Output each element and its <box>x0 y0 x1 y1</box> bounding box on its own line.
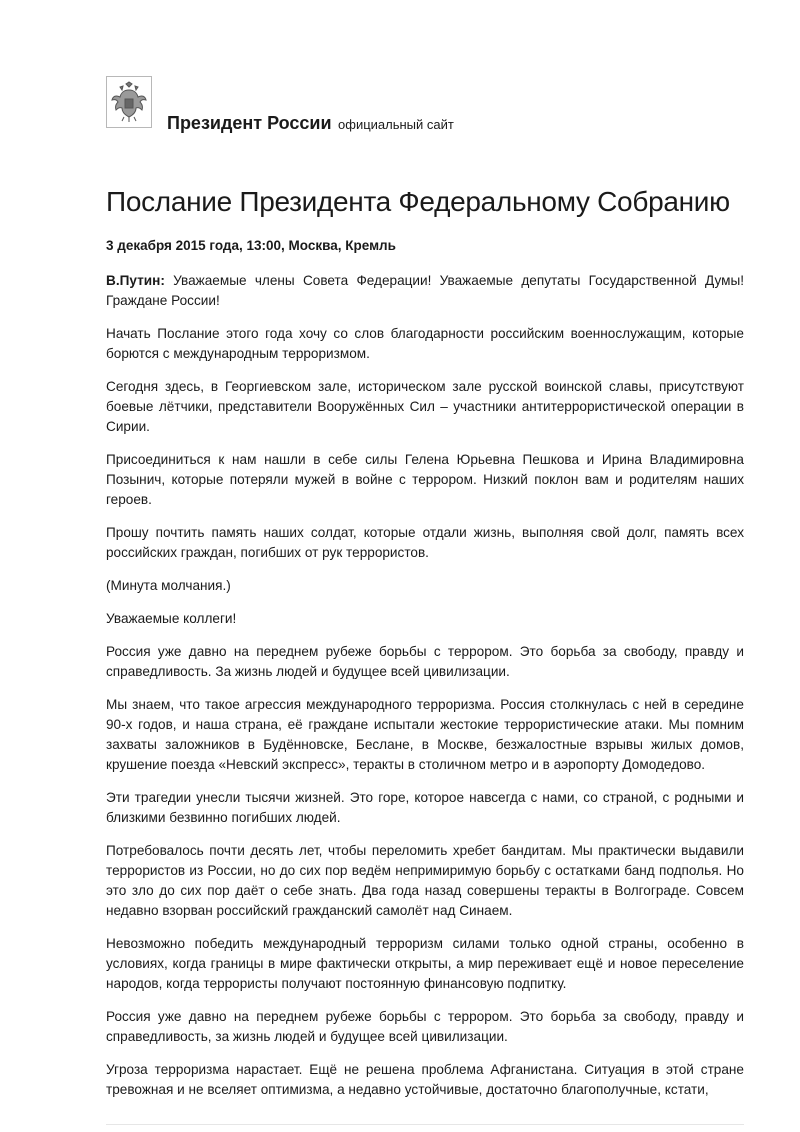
paragraph: Невозможно победить международный терроризм силами только одной страны, особенно в условиях, когда границы в мире фактически открыты, а мир переживает ещё и новое переселение народов, когда террористы получают постоянную финансовую подпитку. <box>106 936 744 991</box>
paragraph-text: Уважаемые члены Совета Федерации! Уважаемые депутаты Государственной Думы! Граждане России! <box>106 273 744 308</box>
coat-of-arms-icon <box>110 81 148 123</box>
paragraph <box>106 271 744 311</box>
paragraph: Мы знаем, что такое агрессия международного терроризма. Россия столкнулась с ней в середине 90-х годов, и наша страна, её граждане испытали жестокие террористические атаки. Мы помним захваты заложников в Будённовске, Беслане, в Москве, безжалостные взрывы жилых домов, крушение поезда «Невский экспресс», теракты в столичном метро и в аэропорту Домодедово. <box>106 697 744 772</box>
emblem-frame <box>106 76 152 128</box>
paragraph: Начать Послание этого года хочу со слов благодарности российским военнослужащим, которые борются с международным терроризмом. <box>106 326 744 361</box>
paragraph: Прошу почтить память наших солдат, которые отдали жизнь, выполняя свой долг, память всех российских граждан, погибших от рук террористов. <box>106 525 744 560</box>
paragraph: Потребовалось почти десять лет, чтобы переломить хребет бандитам. Мы практически выдавили террористов из России, но до сих пор ведём непримиримую борьбу с остатками банд подполья. Но это зло до сих пор даёт о себе знать. Два года назад совершены теракты в Волгограде. Совсем недавно взорван российский гражданский самолёт над Синаем. <box>106 843 744 918</box>
paragraph: Эти трагедии унесли тысячи жизней. Это горе, которое навсегда с нами, со страной, с родными и близкими безвинно погибших людей. <box>106 790 744 825</box>
document-date: 3 декабря 2015 года, 13:00, Москва, Кремль <box>106 238 396 253</box>
speaker-label: В.Путин: <box>106 273 165 288</box>
site-header <box>167 113 454 134</box>
paragraph: Угроза терроризма нарастает. Ещё не решена проблема Афганистана. Ситуация в этой стране тревожная и не вселяет оптимизма, а недавно устойчивые, достаточно благополучные, кстати, <box>106 1062 744 1097</box>
paragraph: (Минута молчания.) <box>106 578 231 593</box>
paragraph: Присоединиться к нам нашли в себе силы Гелена Юрьевна Пешкова и Ирина Владимировна Позынич, которые потеряли мужей в войне с террором. Низкий поклон вам и родителям наших героев. <box>106 452 744 507</box>
document-body <box>106 271 744 1113</box>
document-title: Послание Президента Федеральному Собранию <box>106 186 730 217</box>
site-title[interactable]: Президент России <box>167 113 332 133</box>
paragraph: Россия уже давно на переднем рубеже борьбы с террором. Это борьба за свободу, правду и справедливость. За жизнь людей и будущее всей цивилизации. <box>106 644 744 679</box>
paragraph: Сегодня здесь, в Георгиевском зале, историческом зале русской воинской славы, присутствуют боевые лётчики, представители Вооружённых Сил – участники антитеррористической операции в Сирии. <box>106 379 744 434</box>
paragraph: Уважаемые коллеги! <box>106 611 237 626</box>
site-subtitle: официальный сайт <box>338 117 454 132</box>
page-bottom-divider <box>106 1124 744 1125</box>
paragraph: Россия уже давно на переднем рубеже борьбы с террором. Это борьба за свободу, правду и справедливость, за жизнь людей и будущее всей цивилизации. <box>106 1009 744 1044</box>
